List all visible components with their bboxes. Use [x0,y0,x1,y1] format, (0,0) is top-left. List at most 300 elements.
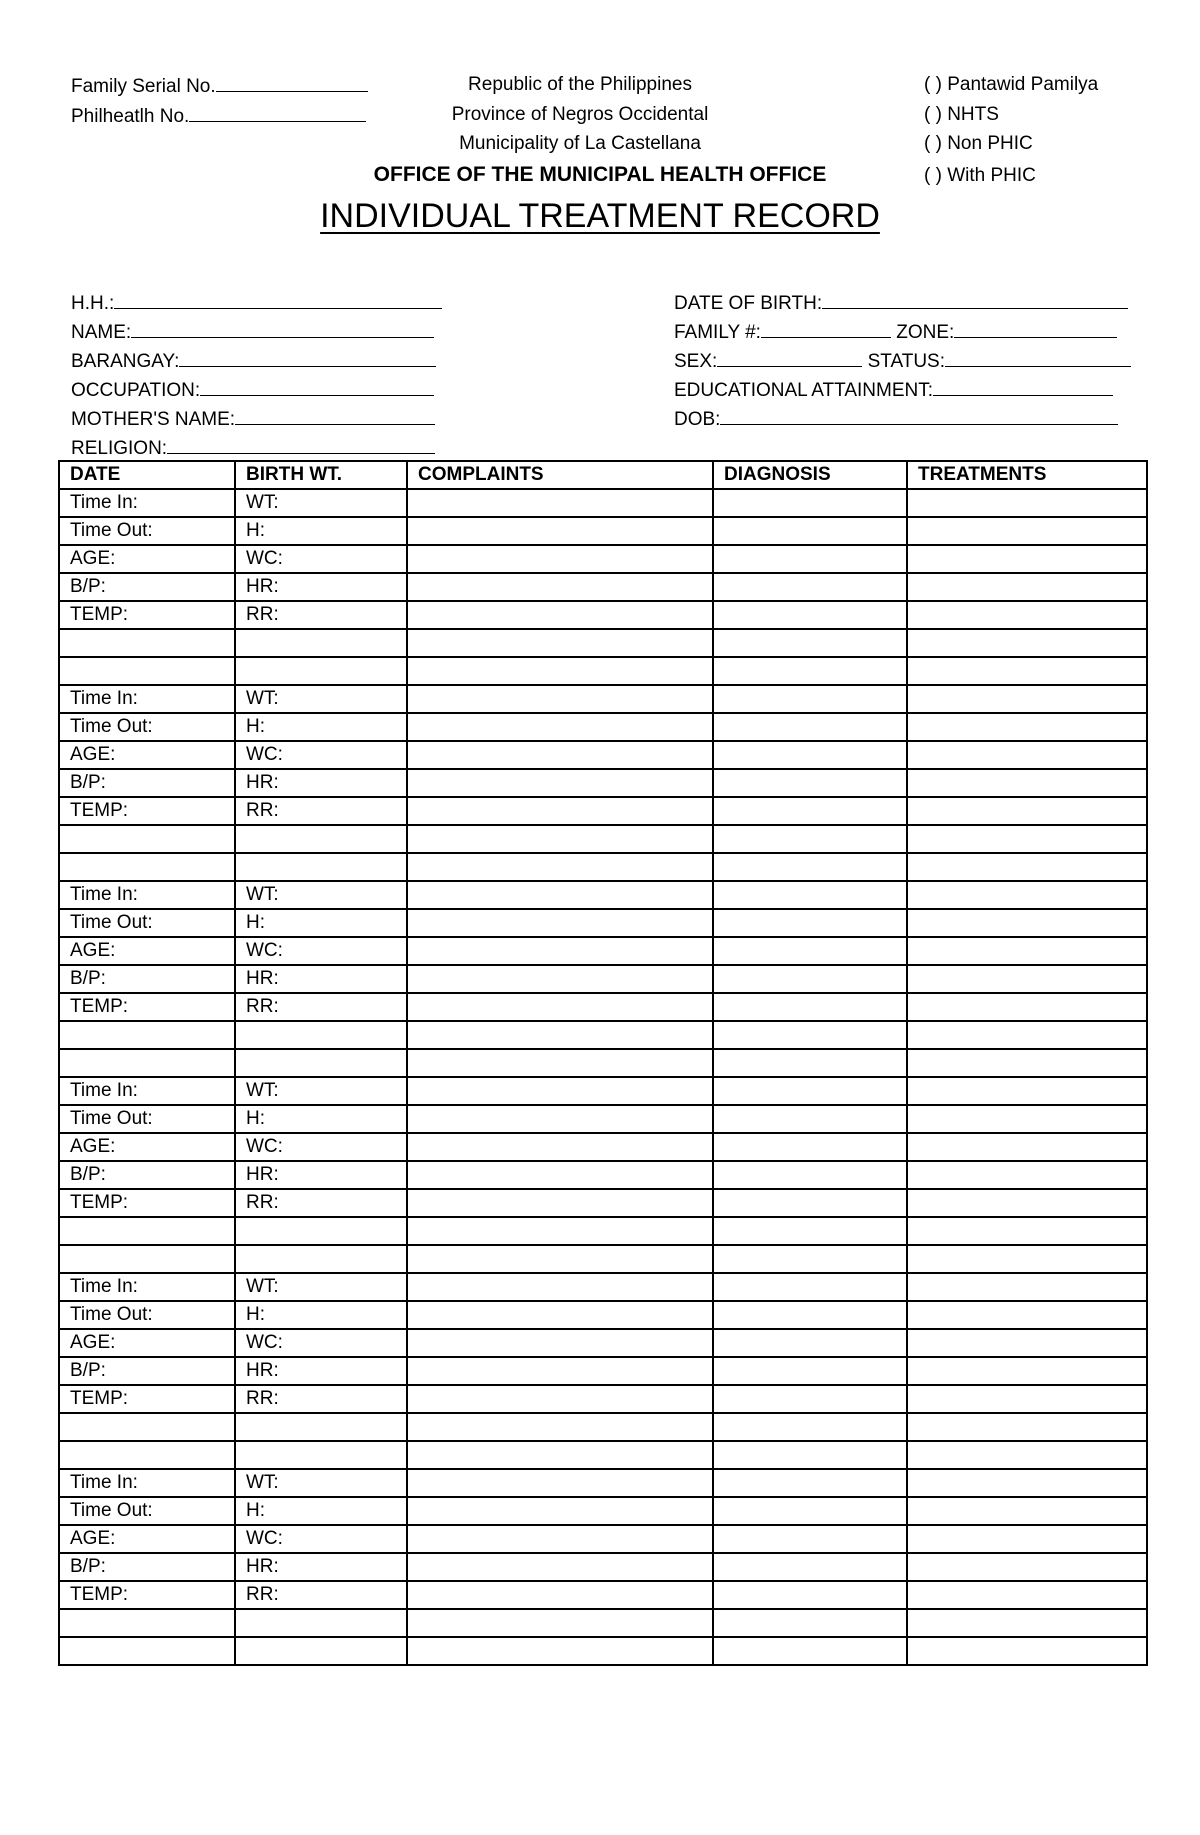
date-cell[interactable]: TEMP: [59,993,235,1021]
date-cell[interactable]: Time Out: [59,1301,235,1329]
complaints-cell[interactable] [407,489,713,517]
treatments-cell[interactable] [907,1357,1147,1385]
complaints-cell[interactable] [407,909,713,937]
complaints-cell[interactable] [407,1469,713,1497]
treatments-cell[interactable] [907,657,1147,685]
birth-wt-cell[interactable]: HR: [235,769,407,797]
complaints-cell[interactable] [407,685,713,713]
treatments-cell[interactable] [907,1049,1147,1077]
date-cell[interactable]: AGE: [59,1525,235,1553]
birth-wt-cell[interactable]: HR: [235,1553,407,1581]
treatments-cell[interactable] [907,993,1147,1021]
date-cell[interactable]: AGE: [59,741,235,769]
birth-wt-cell[interactable]: HR: [235,573,407,601]
date-cell[interactable]: Time Out: [59,713,235,741]
diagnosis-cell[interactable] [713,1581,907,1609]
birth-wt-cell[interactable] [235,853,407,881]
date-cell[interactable] [59,825,235,853]
birth-wt-cell[interactable]: HR: [235,965,407,993]
complaints-cell[interactable] [407,1189,713,1217]
complaints-cell[interactable] [407,1413,713,1441]
complaints-cell[interactable] [407,797,713,825]
treatments-cell[interactable] [907,1469,1147,1497]
birth-wt-cell[interactable]: RR: [235,1189,407,1217]
diagnosis-cell[interactable] [713,965,907,993]
date-cell[interactable]: B/P: [59,1161,235,1189]
treatments-cell[interactable] [907,685,1147,713]
table-body [59,489,1147,1665]
name-label: NAME: [71,322,132,343]
diagnosis-cell[interactable] [713,1105,907,1133]
religion-label: RELIGION: [71,438,168,459]
table-row [59,517,1147,545]
treatments-cell[interactable] [907,1105,1147,1133]
dob-label: DOB: [674,409,721,430]
treatments-cell[interactable] [907,1161,1147,1189]
complaints-cell[interactable] [407,853,713,881]
occupation-label: OCCUPATION: [71,380,201,401]
date-cell[interactable] [59,1637,235,1665]
date-cell[interactable] [59,1049,235,1077]
family-serial-blank[interactable] [216,74,368,92]
table-row [59,797,1147,825]
birth-wt-cell[interactable]: H: [235,1497,407,1525]
option-non-phic[interactable]: ( ) Non PHIC [924,133,1033,154]
table-row [59,1161,1147,1189]
complaints-cell[interactable] [407,545,713,573]
treatments-cell[interactable] [907,1133,1147,1161]
date-of-birth-blank[interactable] [822,291,1128,309]
diagnosis-cell[interactable] [713,1077,907,1105]
diagnosis-cell[interactable] [713,573,907,601]
diagnosis-cell[interactable] [713,489,907,517]
table-row [59,545,1147,573]
birth-wt-cell[interactable] [235,1637,407,1665]
complaints-cell[interactable] [407,1301,713,1329]
philhealth-blank[interactable] [189,104,366,122]
sex-label: SEX: [674,351,718,372]
birth-wt-cell[interactable]: WC: [235,1525,407,1553]
diagnosis-cell[interactable] [713,713,907,741]
treatments-cell[interactable] [907,909,1147,937]
mother-name-field [71,407,435,431]
table-row [59,601,1147,629]
diagnosis-cell[interactable] [713,1133,907,1161]
birth-wt-cell[interactable]: WC: [235,741,407,769]
date-cell[interactable] [59,853,235,881]
diagnosis-cell[interactable] [713,1413,907,1441]
name-blank[interactable] [131,320,434,338]
treatments-cell[interactable] [907,1021,1147,1049]
zone-blank[interactable] [954,320,1117,338]
complaints-cell[interactable] [407,1441,713,1469]
date-cell[interactable]: B/P: [59,573,235,601]
birth-wt-cell[interactable]: RR: [235,1385,407,1413]
date-cell[interactable]: TEMP: [59,1581,235,1609]
diagnosis-cell[interactable] [713,1469,907,1497]
complaints-cell[interactable] [407,1217,713,1245]
complaints-cell[interactable] [407,769,713,797]
hh-field [71,291,442,315]
sex-blank[interactable] [717,349,862,367]
birth-wt-cell[interactable]: WT: [235,1273,407,1301]
birth-wt-cell[interactable]: RR: [235,797,407,825]
treatments-cell[interactable] [907,713,1147,741]
complaints-cell[interactable] [407,741,713,769]
birth-wt-cell[interactable]: WT: [235,685,407,713]
dob-blank[interactable] [720,407,1118,425]
table-row [59,741,1147,769]
table-row [59,629,1147,657]
treatments-cell[interactable] [907,1441,1147,1469]
option-with-phic[interactable]: ( ) With PHIC [924,165,1036,186]
date-cell[interactable]: TEMP: [59,1385,235,1413]
table-row [59,1637,1147,1665]
diagnosis-cell[interactable] [713,1189,907,1217]
birth-wt-cell[interactable]: WT: [235,1077,407,1105]
treatments-cell[interactable] [907,1581,1147,1609]
hh-blank[interactable] [114,291,442,309]
treatments-cell[interactable] [907,741,1147,769]
complaints-cell[interactable] [407,1581,713,1609]
treatments-cell[interactable] [907,601,1147,629]
diagnosis-cell[interactable] [713,1525,907,1553]
birth-wt-cell[interactable] [235,629,407,657]
name-field [71,320,434,344]
date-cell[interactable]: AGE: [59,1133,235,1161]
diagnosis-cell[interactable] [713,1049,907,1077]
sex-status-field [674,349,1131,373]
diagnosis-cell[interactable] [713,1161,907,1189]
education-field [674,378,1113,402]
date-cell[interactable]: B/P: [59,1553,235,1581]
diagnosis-cell[interactable] [713,1021,907,1049]
table-row [59,1049,1147,1077]
table-row [59,1077,1147,1105]
treatments-cell[interactable] [907,1077,1147,1105]
treatments-cell[interactable] [907,573,1147,601]
municipality-line: Municipality of La Castellana [459,133,701,154]
table-row [59,1105,1147,1133]
birth-wt-cell[interactable]: H: [235,1301,407,1329]
date-cell[interactable]: AGE: [59,545,235,573]
complaints-cell[interactable] [407,965,713,993]
complaints-cell[interactable] [407,1553,713,1581]
treatments-cell[interactable] [907,1553,1147,1581]
date-of-birth-label: DATE OF BIRTH: [674,293,823,314]
diagnosis-cell[interactable] [713,937,907,965]
barangay-label: BARANGAY: [71,351,180,372]
diagnosis-cell[interactable] [713,1217,907,1245]
date-cell[interactable]: Time In: [59,881,235,909]
table-row [59,1217,1147,1245]
diagnosis-cell[interactable] [713,993,907,1021]
diagnosis-cell[interactable] [713,1441,907,1469]
table-row [59,965,1147,993]
table-row [59,1301,1147,1329]
complaints-cell[interactable] [407,1133,713,1161]
date-cell[interactable]: TEMP: [59,1189,235,1217]
treatments-cell[interactable] [907,1637,1147,1665]
office-heading: OFFICE OF THE MUNICIPAL HEALTH OFFICE [373,163,827,186]
complaints-cell[interactable] [407,601,713,629]
birth-wt-cell[interactable]: WC: [235,1329,407,1357]
diagnosis-cell[interactable] [713,1357,907,1385]
diagnosis-cell[interactable] [713,517,907,545]
treatments-cell[interactable] [907,1413,1147,1441]
birth-wt-cell[interactable]: RR: [235,993,407,1021]
birth-wt-cell[interactable] [235,1441,407,1469]
table-row [59,1273,1147,1301]
date-cell[interactable]: TEMP: [59,797,235,825]
birth-wt-cell[interactable] [235,825,407,853]
birth-wt-cell[interactable]: WC: [235,1133,407,1161]
hh-label: H.H.: [71,293,115,314]
birth-wt-cell[interactable]: RR: [235,601,407,629]
education-blank[interactable] [933,378,1113,396]
table-row [59,1413,1147,1441]
diagnosis-cell[interactable] [713,853,907,881]
treatments-cell[interactable] [907,545,1147,573]
philhealth-label: Philheatlh No. [71,106,190,127]
date-cell[interactable] [59,1609,235,1637]
barangay-blank[interactable] [179,349,436,367]
table-row [59,657,1147,685]
table-row [59,881,1147,909]
table-header-row [59,461,1147,489]
treatments-cell[interactable] [907,629,1147,657]
complaints-cell[interactable] [407,1161,713,1189]
treatments-cell[interactable] [907,1301,1147,1329]
diagnosis-cell[interactable] [713,1609,907,1637]
diagnosis-cell[interactable] [713,1329,907,1357]
treatments-cell[interactable] [907,1385,1147,1413]
table-row [59,1441,1147,1469]
page-title: INDIVIDUAL TREATMENT RECORD [320,197,880,235]
treatments-cell[interactable] [907,965,1147,993]
treatments-cell[interactable] [907,881,1147,909]
table-row [59,1189,1147,1217]
family-number-blank[interactable] [761,320,891,338]
table-row [59,1581,1147,1609]
treatments-cell[interactable] [907,825,1147,853]
treatments-cell[interactable] [907,1217,1147,1245]
birth-wt-cell[interactable]: WC: [235,937,407,965]
diagnosis-cell[interactable] [713,825,907,853]
dob-field [674,407,1118,431]
treatments-cell[interactable] [907,1329,1147,1357]
diagnosis-cell[interactable] [713,545,907,573]
status-label: STATUS: [867,351,946,372]
birth-wt-cell[interactable]: H: [235,517,407,545]
table-row [59,1497,1147,1525]
table-row [59,685,1147,713]
birth-wt-cell[interactable]: H: [235,713,407,741]
mother-name-blank[interactable] [235,407,435,425]
birth-wt-cell[interactable]: HR: [235,1357,407,1385]
treatment-table [58,460,1148,1666]
complaints-cell[interactable] [407,937,713,965]
date-cell[interactable]: Time In: [59,685,235,713]
complaints-cell[interactable] [407,1245,713,1273]
date-cell[interactable]: Time In: [59,1469,235,1497]
treatments-cell[interactable] [907,1497,1147,1525]
complaints-cell[interactable] [407,1385,713,1413]
header-birth-wt: BIRTH WT. [235,461,407,489]
table-row [59,1245,1147,1273]
diagnosis-cell[interactable] [713,1553,907,1581]
date-of-birth-field [674,291,1128,315]
complaints-cell[interactable] [407,1329,713,1357]
table-row [59,1133,1147,1161]
diagnosis-cell[interactable] [713,1497,907,1525]
table-row [59,489,1147,517]
treatments-cell[interactable] [907,489,1147,517]
header-complaints: COMPLAINTS [407,461,713,489]
treatments-cell[interactable] [907,1245,1147,1273]
complaints-cell[interactable] [407,1021,713,1049]
diagnosis-cell[interactable] [713,1273,907,1301]
complaints-cell[interactable] [407,713,713,741]
barangay-field [71,349,436,373]
complaints-cell[interactable] [407,1357,713,1385]
complaints-cell[interactable] [407,1637,713,1665]
birth-wt-cell[interactable]: WT: [235,1469,407,1497]
header-diagnosis: DIAGNOSIS [713,461,907,489]
diagnosis-cell[interactable] [713,657,907,685]
diagnosis-cell[interactable] [713,1245,907,1273]
status-blank[interactable] [945,349,1131,367]
birth-wt-cell[interactable] [235,657,407,685]
complaints-cell[interactable] [407,1049,713,1077]
treatments-cell[interactable] [907,517,1147,545]
header-date: DATE [59,461,235,489]
option-pantawid[interactable]: ( ) Pantawid Pamilya [924,74,1099,95]
diagnosis-cell[interactable] [713,741,907,769]
birth-wt-cell[interactable]: H: [235,909,407,937]
diagnosis-cell[interactable] [713,685,907,713]
date-cell[interactable]: B/P: [59,1357,235,1385]
table-row [59,909,1147,937]
date-cell[interactable] [59,629,235,657]
complaints-cell[interactable] [407,1077,713,1105]
table-row [59,713,1147,741]
republic-line: Republic of the Philippines [468,74,692,95]
complaints-cell[interactable] [407,1497,713,1525]
treatments-cell[interactable] [907,853,1147,881]
complaints-cell[interactable] [407,1273,713,1301]
table-row [59,769,1147,797]
complaints-cell[interactable] [407,517,713,545]
treatments-cell[interactable] [907,1189,1147,1217]
religion-blank[interactable] [167,436,435,454]
education-label: EDUCATIONAL ATTAINMENT: [674,380,933,401]
complaints-cell[interactable] [407,1525,713,1553]
table-row [59,1021,1147,1049]
treatments-cell[interactable] [907,769,1147,797]
table-row [59,993,1147,1021]
birth-wt-cell[interactable] [235,1413,407,1441]
complaints-cell[interactable] [407,1105,713,1133]
treatments-cell[interactable] [907,937,1147,965]
diagnosis-cell[interactable] [713,769,907,797]
complaints-cell[interactable] [407,629,713,657]
complaints-cell[interactable] [407,573,713,601]
diagnosis-cell[interactable] [713,1385,907,1413]
date-cell[interactable]: AGE: [59,1329,235,1357]
diagnosis-cell[interactable] [713,629,907,657]
date-cell[interactable]: Time Out: [59,517,235,545]
diagnosis-cell[interactable] [713,1637,907,1665]
date-cell[interactable]: Time In: [59,489,235,517]
complaints-cell[interactable] [407,825,713,853]
table-row [59,573,1147,601]
zone-label: ZONE: [896,322,955,343]
diagnosis-cell[interactable] [713,601,907,629]
treatments-cell[interactable] [907,1273,1147,1301]
diagnosis-cell[interactable] [713,881,907,909]
diagnosis-cell[interactable] [713,797,907,825]
date-cell[interactable] [59,657,235,685]
date-cell[interactable]: Time Out: [59,909,235,937]
birth-wt-cell[interactable] [235,1021,407,1049]
diagnosis-cell[interactable] [713,1301,907,1329]
date-cell[interactable] [59,1021,235,1049]
birth-wt-cell[interactable] [235,1217,407,1245]
date-cell[interactable] [59,1245,235,1273]
table-row [59,853,1147,881]
date-cell[interactable]: AGE: [59,937,235,965]
date-cell[interactable]: Time In: [59,1273,235,1301]
birth-wt-cell[interactable]: WT: [235,489,407,517]
treatments-cell[interactable] [907,1525,1147,1553]
header-treatments: TREATMENTS [907,461,1147,489]
date-cell[interactable]: B/P: [59,965,235,993]
table-row [59,1553,1147,1581]
table-row [59,1385,1147,1413]
complaints-cell[interactable] [407,993,713,1021]
diagnosis-cell[interactable] [713,909,907,937]
birth-wt-cell[interactable]: WT: [235,881,407,909]
date-cell[interactable] [59,1441,235,1469]
treatments-cell[interactable] [907,797,1147,825]
complaints-cell[interactable] [407,657,713,685]
complaints-cell[interactable] [407,881,713,909]
birth-wt-cell[interactable]: WC: [235,545,407,573]
birth-wt-cell[interactable] [235,1049,407,1077]
table-row [59,1525,1147,1553]
treatments-cell[interactable] [907,1609,1147,1637]
table-row [59,1609,1147,1637]
occupation-blank[interactable] [200,378,434,396]
date-cell[interactable]: Time In: [59,1077,235,1105]
date-cell[interactable]: Time Out: [59,1497,235,1525]
occupation-field [71,378,434,402]
birth-wt-cell[interactable]: RR: [235,1581,407,1609]
option-nhts[interactable]: ( ) NHTS [924,104,999,125]
date-cell[interactable] [59,1217,235,1245]
table-row [59,1357,1147,1385]
birth-wt-cell[interactable] [235,1245,407,1273]
date-cell[interactable]: Time Out: [59,1105,235,1133]
date-cell[interactable]: B/P: [59,769,235,797]
date-cell[interactable] [59,1413,235,1441]
birth-wt-cell[interactable]: HR: [235,1161,407,1189]
birth-wt-cell[interactable]: H: [235,1105,407,1133]
complaints-cell[interactable] [407,1609,713,1637]
birth-wt-cell[interactable] [235,1609,407,1637]
date-cell[interactable]: TEMP: [59,601,235,629]
